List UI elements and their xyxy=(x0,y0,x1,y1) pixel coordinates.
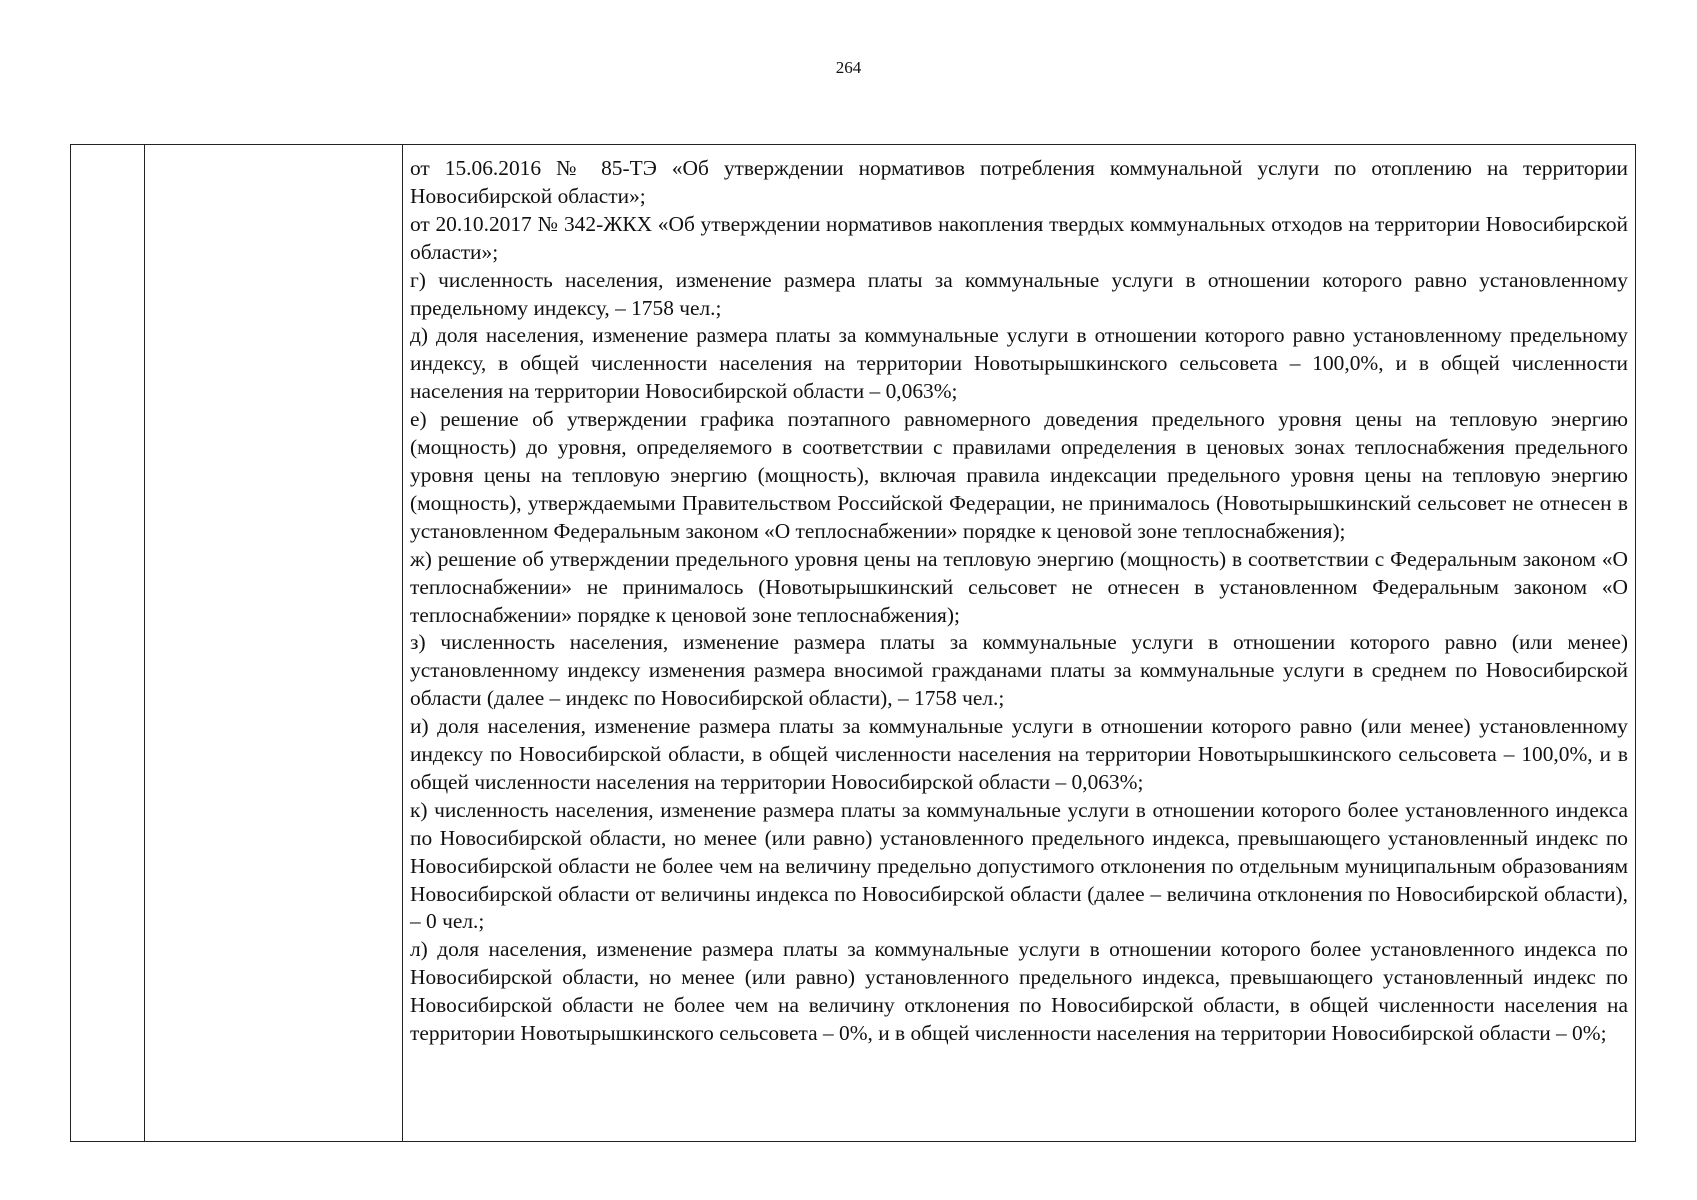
page-number: 264 xyxy=(835,58,862,77)
paragraph-order-342-zhkh: от 20.10.2017 № 342-ЖКХ «Об утверждении нормативов накопления твердых коммунальных отходов на территории Новосибирской области»; xyxy=(410,211,1628,264)
document-table xyxy=(70,144,1636,1142)
paragraph-item-i: и) доля населения, изменение размера платы за коммунальные услуги в отношении которого равно (или менее) установленному индексу по Новосибирской области, в общей численности населения на территории Новотырышкинского сельсовета – 100,0%, и в общей численности населения на территории Новосибирской области – 0,063%; xyxy=(410,714,1628,794)
paragraph-item-z: з) численность населения, изменение размера платы за коммунальные услуги в отношении которого равно (или менее) установленному индексу изменения размера вносимой гражданами платы за коммунальные услуги в среднем по Новосибирской области (далее – индекс по Новосибирской области), – 1758 чел.; xyxy=(410,630,1628,711)
table-row xyxy=(71,145,1636,1142)
paragraph-item-l: л) доля населения, изменение размера платы за коммунальные услуги в отношении которого более установленного индекса по Новосибирской области, но менее (или равно) установленного предельного индекса, превышающего установленный индекс по Новосибирской области не более чем на величину отклонения по Новосибирской области, в общей численности населения на территории Новотырышкинского сельсовета – 0%, и в общей численности населения на территории Новосибирской области – 0%; xyxy=(410,937,1628,1046)
content-cell xyxy=(403,145,1636,1142)
paragraph-item-d: д) доля населения, изменение размера платы за коммунальные услуги в отношении которого равно установленному предельному индексу, в общей численности населения на территории Новотырышкинского сельсовета – 100,0%, и в общей численности населения на территории Новосибирской области – 0,063%; xyxy=(410,323,1628,404)
paragraph-item-k: к) численность населения, изменение размера платы за коммунальные услуги в отношении которого более установленного индекса по Новосибирской области, но менее (или равно) установленного предельного индекса, превышающего установленный индекс по Новосибирской области не более чем на величину предельно допустимого отклонения по отдельным муниципальным образованиям Новосибирской области от величины индекса по Новосибирской области (далее – величина отклонения по Новосибирской области), – 0 чел.; xyxy=(410,797,1628,934)
paragraph-item-zh: ж) решение об утверждении предельного уровня цены на тепловую энергию (мощность) в соответствии с Федеральным законом «О теплоснабжении» не принималось (Новотырышкинский сельсовет не отнесен в установленном Федеральным законом «О теплоснабжении» порядке к ценовой зоне теплоснабжения); xyxy=(410,546,1628,627)
paragraph-item-e: е) решение об утверждении графика поэтапного равномерного доведения предельного уровня цены на тепловую энергию (мощность) до уровня, определяемого в соответствии с правилами определения в ценовых зонах теплоснабжения предельного уровня цены на тепловую энергию (мощность), включая правила индексации предельного уровня цены на тепловую энергию (мощность), утверждаемыми Правительством Российской Федерации, не принималось (Новотырышкинский сельсовет не отнесен в установленном Федеральным законом «О теплоснабжении» порядке к ценовой зоне теплоснабжения); xyxy=(410,407,1628,543)
empty-cell-number xyxy=(71,145,145,1142)
empty-cell-title xyxy=(145,145,403,1142)
paragraph-order-85-te: от 15.06.2016 № 85-ТЭ «Об утверждении нормативов потребления коммунальной услуги по отоплению на территории Новосибирской области»; xyxy=(410,156,1628,208)
paragraph-item-g: г) численность населения, изменение размера платы за коммунальные услуги в отношении которого равно установленному предельному индексу, – 1758 чел.; xyxy=(410,267,1628,320)
